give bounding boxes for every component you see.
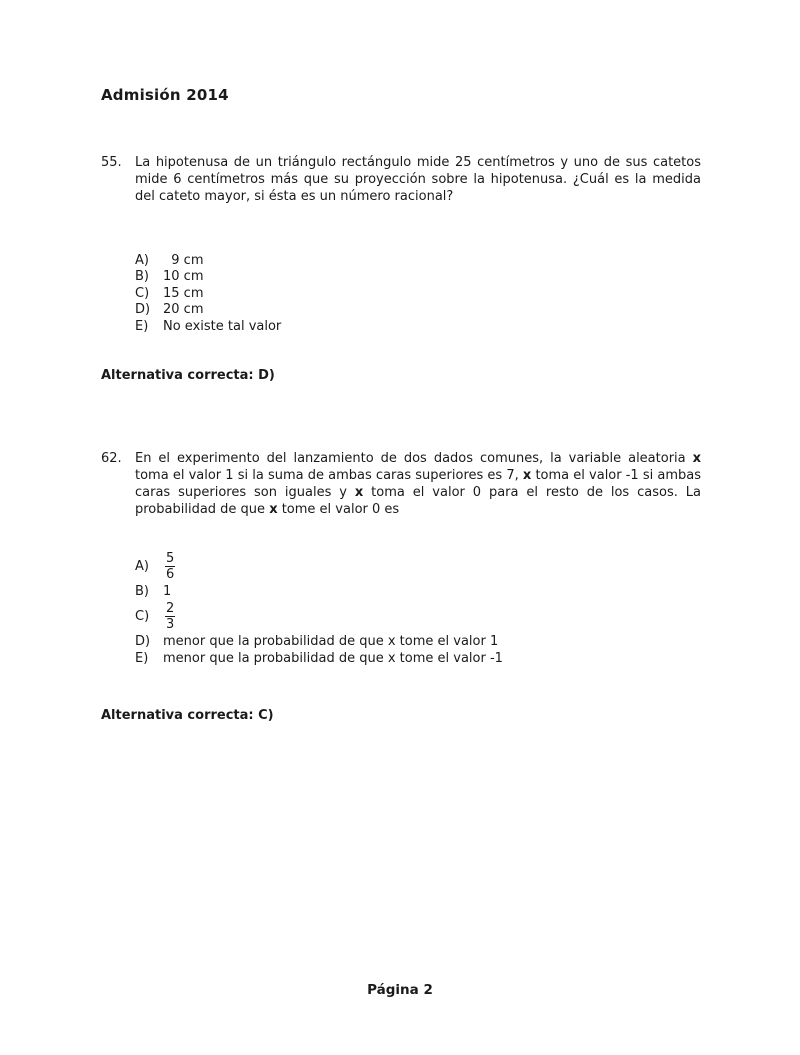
option-text: 15 cm <box>163 285 204 301</box>
options-list-55 <box>135 253 281 335</box>
variable-x: x <box>354 485 364 500</box>
question-text: La hipotenusa de un triángulo rectángulo mide 25 centímetros y uno de sus catetos mide 6 centímetros más que su proyección sobre la hipotenusa. ¿Cuál es la medida del cateto mayor, si ésta es un número racional? <box>135 155 701 204</box>
option-a <box>135 550 503 584</box>
option-text: menor que la probabilidad de que x tome el valor 1 <box>163 634 499 650</box>
options-list-62 <box>135 550 503 667</box>
fraction-numerator: 2 <box>166 601 175 617</box>
option-text: 20 cm <box>163 302 204 318</box>
variable-x: x <box>692 451 701 466</box>
option-b <box>135 584 503 600</box>
option-b <box>135 269 281 285</box>
option-letter: C) <box>135 285 150 301</box>
question-text <box>135 450 701 518</box>
text-part: toma el valor 1 si la suma de ambas caras superiores es 7, <box>135 468 523 483</box>
fraction-denominator: 6 <box>166 567 175 582</box>
page-title: Admisión 2014 <box>101 86 229 104</box>
variable-x: x <box>269 502 278 517</box>
option-e <box>135 651 503 667</box>
option-text: menor que la probabilidad de que x tome el valor -1 <box>163 650 503 666</box>
option-text: 10 cm <box>163 269 204 285</box>
variable-x: x <box>522 468 532 483</box>
option-letter: C) <box>135 609 150 625</box>
option-d <box>135 634 503 650</box>
question-number: 55. <box>101 155 122 170</box>
fraction-denominator: 3 <box>166 617 175 633</box>
page-number: Página 2 <box>367 982 433 998</box>
text-part: tome el valor 0 es <box>277 502 400 517</box>
fraction <box>165 551 175 583</box>
option-text: 1 <box>163 584 172 599</box>
option-letter: D) <box>135 634 151 650</box>
option-c <box>135 286 281 302</box>
option-letter: A) <box>135 253 149 268</box>
option-text: No existe tal valor <box>163 318 282 334</box>
correct-answer-55: Alternativa correcta: D) <box>101 368 275 383</box>
option-letter: E) <box>135 650 149 666</box>
fraction-numerator: 5 <box>166 551 175 566</box>
question-number: 62. <box>101 451 122 466</box>
text-part: toma el valor 0 para el resto de los casos. La probabilidad de que <box>135 485 701 517</box>
question-55 <box>101 154 701 205</box>
text-part: En el experimento del lanzamiento de dos dados comunes, la variable aleatoria <box>135 451 693 466</box>
option-letter: D) <box>135 302 151 318</box>
option-d <box>135 302 281 318</box>
option-letter: B) <box>135 269 149 285</box>
option-text: 9 cm <box>163 253 204 268</box>
correct-answer-62: Alternativa correcta: C) <box>101 708 274 723</box>
option-letter: A) <box>135 558 149 574</box>
option-e <box>135 319 281 335</box>
fraction <box>165 601 175 633</box>
option-a <box>135 253 281 269</box>
option-letter: E) <box>135 318 149 334</box>
option-letter: B) <box>135 584 149 599</box>
text-part: toma el valor -1 si ambas caras superiores son iguales y <box>135 468 702 500</box>
option-c <box>135 600 503 634</box>
question-62 <box>101 450 701 518</box>
